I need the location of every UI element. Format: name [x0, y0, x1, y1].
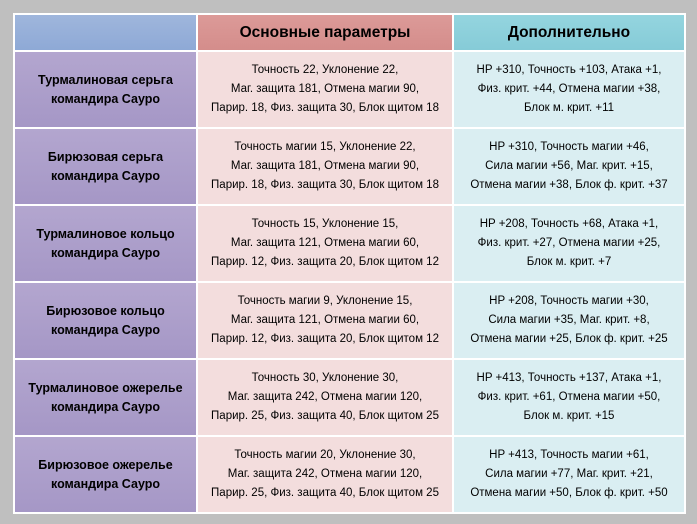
- extra-params-cell: [453, 205, 685, 282]
- main-params-line: Точность 15, Уклонение 15,: [251, 218, 399, 230]
- main-params-line: Парир. 25, Физ. защита 40, Блок щитом 25: [211, 410, 439, 422]
- extra-params-line: HP +208, Точность магии +30,: [489, 295, 649, 307]
- item-name-line: Турмалиновое кольцо: [36, 226, 175, 241]
- table-row: [14, 282, 685, 359]
- extra-params-line: Отмена магии +38, Блок ф. крит. +37: [470, 179, 668, 191]
- table-row: [14, 359, 685, 436]
- extra-params-line: HP +310, Точность +103, Атака +1,: [476, 64, 662, 76]
- extra-params-cell: [453, 359, 685, 436]
- table-row: [14, 205, 685, 282]
- extra-params-line: Отмена магии +25, Блок ф. крит. +25: [470, 333, 668, 345]
- extra-params-line: Сила магии +35, Маг. крит. +8,: [488, 314, 650, 326]
- main-params-cell: [197, 359, 453, 436]
- item-name-line: Турмалиновое ожерелье: [28, 380, 183, 395]
- item-name-line: командира Сауро: [50, 476, 160, 491]
- main-params-line: Точность магии 9, Уклонение 15,: [237, 295, 413, 307]
- main-params-cell: [197, 282, 453, 359]
- main-params-line: Маг. защита 242, Отмена магии 120,: [227, 468, 423, 480]
- item-name-cell: [14, 128, 197, 205]
- table-row: [14, 128, 685, 205]
- extra-params-line: Физ. крит. +44, Отмена магии +38,: [477, 83, 661, 95]
- main-params-cell: [197, 128, 453, 205]
- main-params-line: Парир. 12, Физ. защита 20, Блок щитом 12: [211, 333, 439, 345]
- item-name-cell: [14, 359, 197, 436]
- main-params-cell: [197, 205, 453, 282]
- item-name-line: Бирюзовое ожерелье: [38, 457, 173, 472]
- main-params-line: Парир. 25, Физ. защита 40, Блок щитом 25: [211, 487, 439, 499]
- item-name-line: Турмалиновая серьга: [38, 72, 173, 87]
- extra-params-line: Блок м. крит. +11: [523, 102, 615, 114]
- header-main-params: Основные параметры: [197, 14, 453, 51]
- extra-params-line: HP +413, Точность магии +61,: [489, 449, 649, 461]
- item-name-cell: [14, 205, 197, 282]
- extra-params-line: HP +413, Точность +137, Атака +1,: [476, 372, 662, 384]
- item-name-cell: [14, 51, 197, 128]
- main-params-line: Парир. 18, Физ. защита 30, Блок щитом 18: [211, 102, 439, 114]
- extra-params-line: Физ. крит. +27, Отмена магии +25,: [477, 237, 661, 249]
- extra-params-line: HP +208, Точность +68, Атака +1,: [479, 218, 659, 230]
- main-params-line: Точность 22, Уклонение 22,: [251, 64, 399, 76]
- table-row: [14, 436, 685, 513]
- main-params-cell: [197, 51, 453, 128]
- extra-params-cell: [453, 51, 685, 128]
- extra-params-line: Сила магии +77, Маг. крит. +21,: [485, 468, 653, 480]
- main-params-line: Маг. защита 121, Отмена магии 60,: [230, 237, 420, 249]
- main-params-line: Маг. защита 181, Отмена магии 90,: [230, 160, 420, 172]
- item-name-line: командира Сауро: [50, 399, 160, 414]
- extra-params-cell: [453, 128, 685, 205]
- main-params-line: Точность 30, Уклонение 30,: [251, 372, 399, 384]
- extra-params-line: Блок м. крит. +7: [526, 256, 612, 268]
- extra-params-line: Отмена магии +50, Блок ф. крит. +50: [470, 487, 668, 499]
- item-name-line: Бирюзовая серьга: [47, 149, 164, 164]
- item-name-line: командира Сауро: [50, 245, 160, 260]
- item-name-line: командира Сауро: [50, 91, 160, 106]
- extra-params-cell: [453, 282, 685, 359]
- main-params-line: Маг. защита 121, Отмена магии 60,: [230, 314, 420, 326]
- main-params-line: Парир. 12, Физ. защита 20, Блок щитом 12: [211, 256, 439, 268]
- main-params-line: Маг. защита 242, Отмена магии 120,: [227, 391, 423, 403]
- item-name-cell: [14, 282, 197, 359]
- main-params-line: Точность магии 15, Уклонение 22,: [234, 141, 416, 153]
- table-row: [14, 51, 685, 128]
- main-params-line: Маг. защита 181, Отмена магии 90,: [230, 83, 420, 95]
- extra-params-line: Блок м. крит. +15: [523, 410, 615, 422]
- corner-cell: [14, 14, 197, 51]
- item-name-cell: [14, 436, 197, 513]
- main-params-line: Парир. 18, Физ. защита 30, Блок щитом 18: [211, 179, 439, 191]
- extra-params-cell: [453, 436, 685, 513]
- extra-params-line: Физ. крит. +61, Отмена магии +50,: [477, 391, 661, 403]
- item-stats-table: [13, 13, 686, 514]
- extra-params-line: Сила магии +56, Маг. крит. +15,: [485, 160, 653, 172]
- main-params-line: Точность магии 20, Уклонение 30,: [234, 449, 416, 461]
- header-row: [14, 14, 685, 51]
- table-body: [14, 51, 685, 513]
- extra-params-line: HP +310, Точность магии +46,: [489, 141, 649, 153]
- item-name-line: командира Сауро: [50, 168, 160, 183]
- item-name-line: командира Сауро: [50, 322, 160, 337]
- header-extra: Дополнительно: [453, 14, 685, 51]
- main-params-cell: [197, 436, 453, 513]
- item-name-line: Бирюзовое кольцо: [46, 303, 165, 318]
